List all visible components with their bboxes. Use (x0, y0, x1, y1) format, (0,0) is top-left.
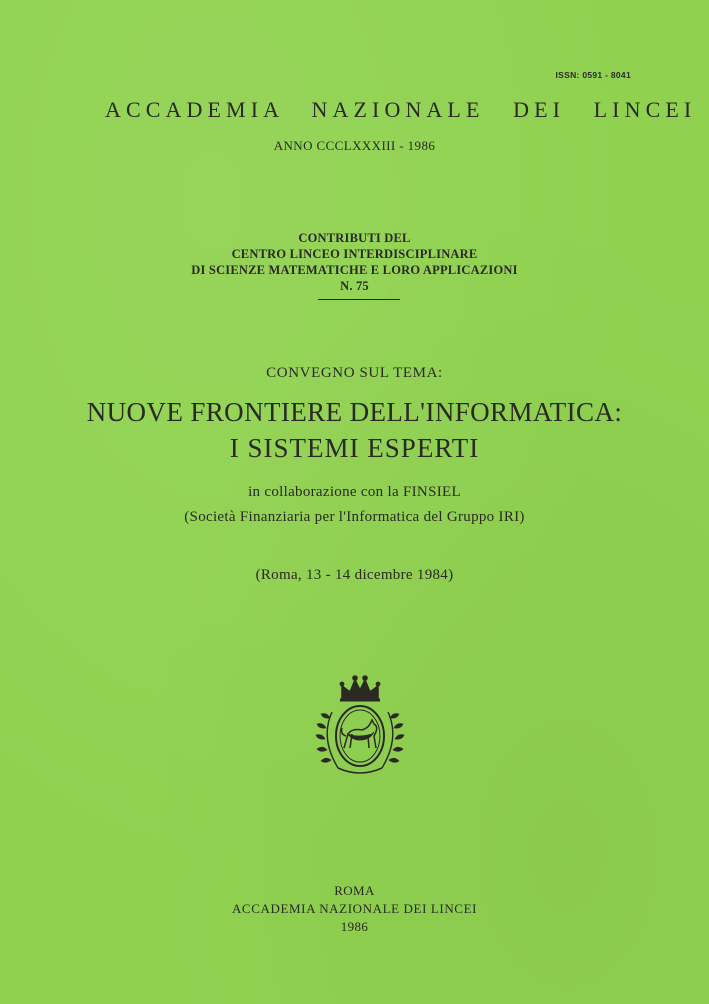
lynx-crest-icon (312, 668, 408, 780)
divider-rule (318, 299, 400, 300)
title-line-2: I SISTEMI ESPERTI (229, 433, 480, 463)
convegno-label: CONVEGNO SUL TEMA: (266, 365, 443, 381)
academy-header: ACCADEMIA NAZIONALE DEI LINCEI (105, 97, 697, 122)
series-line-2: CENTRO LINCEO INTERDISCIPLINARE (231, 247, 478, 261)
conference-dates: (Roma, 13 - 14 dicembre 1984) (255, 567, 454, 583)
anno-line: ANNO CCCLXXXIII - 1986 (273, 138, 436, 153)
title-line-1: NUOVE FRONTIERE DELL'INFORMATICA: (86, 397, 623, 427)
collaboration-line: in collaborazione con la FINSIEL (248, 484, 461, 500)
societa-line: (Società Finanziaria per l'Informatica del Gruppo IRI) (184, 509, 525, 525)
publisher-name: ACCADEMIA NAZIONALE DEI LINCEI (231, 901, 478, 916)
publisher-year: 1986 (340, 919, 369, 934)
series-line-3: DI SCIENZE MATEMATICHE E LORO APPLICAZIONI (191, 263, 518, 277)
series-number: N. 75 (340, 279, 369, 293)
series-line-1: CONTRIBUTI DEL (298, 231, 411, 245)
series-block (0, 230, 709, 294)
publisher-city: ROMA (334, 883, 375, 898)
issn-number: ISSN: 0591 - 8041 (555, 70, 631, 80)
